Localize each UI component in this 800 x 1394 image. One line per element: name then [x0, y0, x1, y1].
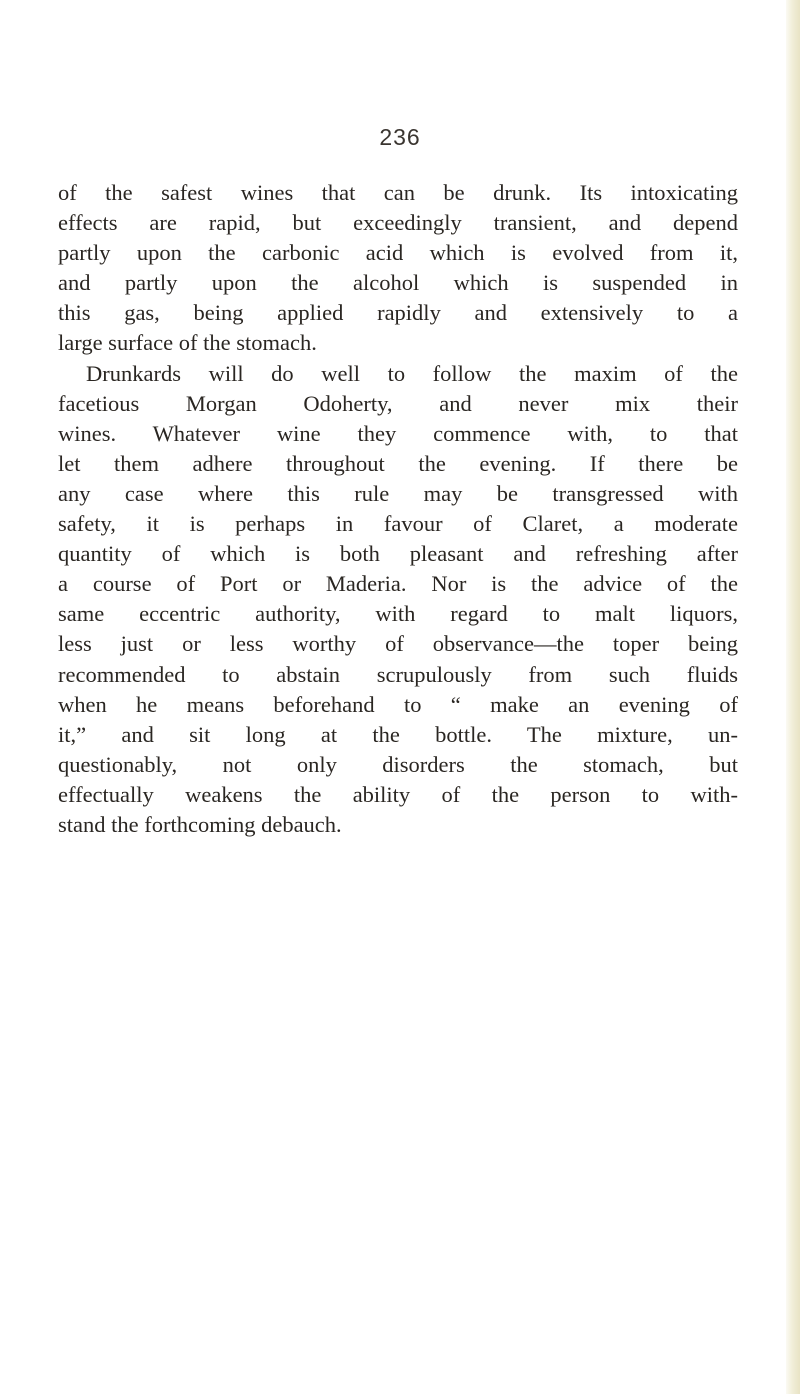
text-line: let them adhere throughout the evening. If there be: [58, 450, 738, 476]
page-edge-shadow: [786, 0, 800, 1394]
text-line: of the safest wines that can be drunk. Its intoxicating: [58, 180, 738, 205]
text-line: less just or less worthy of observance—the toper being: [58, 631, 738, 657]
text-line: effects are rapid, but exceedingly transient, and depend: [58, 210, 738, 236]
text-line: a course of Port or Maderia. Nor is the advice of the: [58, 571, 738, 597]
text-line: questionably, not only disorders the stomach, but: [58, 751, 738, 777]
text-line: safety, it is perhaps in favour of Claret, a moderate: [58, 511, 738, 537]
text-line: same eccentric authority, with regard to malt liquors,: [58, 601, 738, 627]
text-line: this gas, being applied rapidly and extensively to a: [58, 300, 738, 326]
text-line: Drunkards will do well to follow the maxim of the: [86, 360, 738, 386]
text-line: stand the forthcoming debauch.: [58, 811, 342, 837]
text-line: large surface of the stomach.: [58, 330, 317, 356]
body-text: [58, 178, 738, 840]
text-line: partly upon the carbonic acid which is evolved from it,: [58, 240, 738, 266]
text-line: quantity of which is both pleasant and refreshing after: [58, 541, 738, 567]
text-line: and partly upon the alcohol which is suspended in: [58, 270, 738, 296]
text-line: any case where this rule may be transgressed with: [58, 480, 738, 506]
text-line: when he means beforehand to “ make an evening of: [58, 691, 738, 717]
page-number: 236: [379, 124, 421, 150]
text-line: wines. Whatever wine they commence with, to that: [58, 420, 738, 446]
text-line: recommended to abstain scrupulously from such fluids: [58, 661, 738, 687]
text-line: facetious Morgan Odoherty, and never mix their: [58, 390, 738, 416]
text-line: effectually weakens the ability of the person to with-: [58, 781, 738, 807]
text-line: it,” and sit long at the bottle. The mixture, un-: [58, 721, 738, 747]
